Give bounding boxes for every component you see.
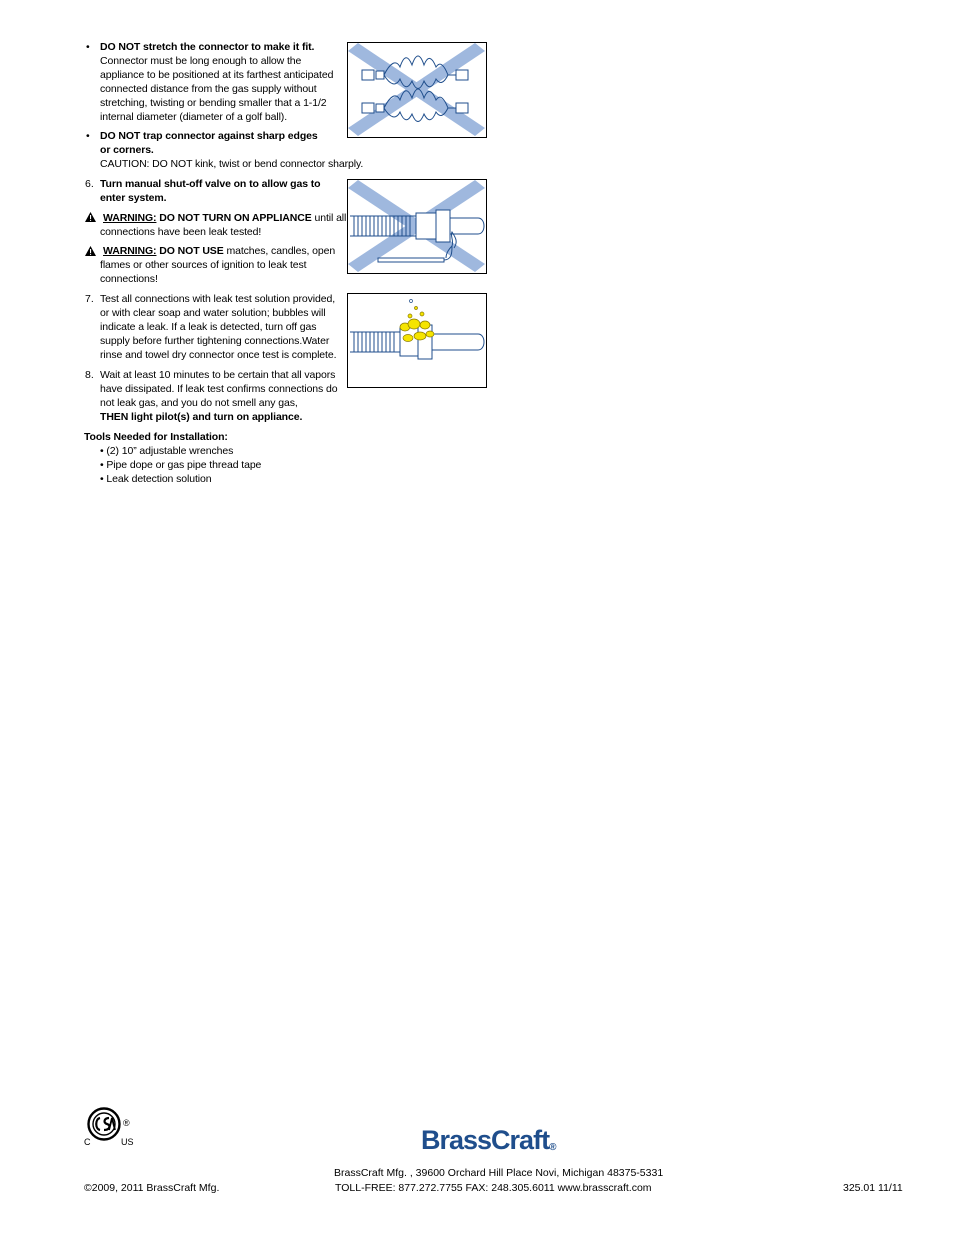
flame-test-drawing bbox=[348, 180, 485, 272]
step-6: Turn manual shut-off valve on to allow gas to enter system. bbox=[100, 178, 321, 204]
document-number: 325.01 11/11 bbox=[843, 1182, 903, 1194]
connector-stretch-drawing bbox=[348, 43, 485, 136]
stretched-connector-illustration bbox=[347, 42, 487, 138]
tools-heading: Tools Needed for Installation: bbox=[84, 431, 228, 443]
bubble-leak-test-illustration bbox=[347, 293, 487, 388]
bubble-test-drawing bbox=[348, 294, 485, 386]
step-number: 7. bbox=[85, 293, 94, 305]
tools-list bbox=[100, 444, 261, 486]
bullet-trap-warning: DO NOT trap connector against sharp edges or corners. CAUTION: DO NOT kink, twist or bend connector sharply. bbox=[100, 130, 364, 170]
csa-logo-icon bbox=[87, 1107, 127, 1141]
instruction-page: • DO NOT stretch the connector to make it fit. Connector must be long enough to allow the appliance to be positioned at its farthest anticipated connected distance from the gas supply without stretching, twisting or bending smaller that a 1-1/2 internal diameter (diameter of a golf ball). • DO NOT trap connector against sharp edges or corners. CAUTION: DO NOT kink, twist or bend connector sharply. 6. Turn manual shut-off valve on to allow gas to enter system. WARNING: DO NOT TURN ON APPLIANCE until all connections have been leak tested! WARNING: DO NOT USE matches, candles, open flames or other sources of ignition to leak test connections! 7. Test all connections with leak test solution provided, or with clear soap and water solution; bubbles will indicate a leak. If a leak is detected, turn off gas supply before further tightening connections.Water rinse and towel dry connector once test is complete. 8. Wait at least 10 minutes to be certain that all vapors have dissipated. If leak test confirms connections do not leak gas, and you do not smell any gas, THEN light pilot(s) and turn on appliance. Tools Needed for Installation: • (2) 10” adjustable wrenches • Pipe dope or gas pipe thread tape • Leak detection solution ® C US BrassCraft® BrassCraft Mfg. , 39600 Orchard Hill Place Novi, Michigan 48375-5331 TOLL-FREE: 877.272.7755 FAX: 248.305.6011 www.brasscraft.com ©2009, 2011 BrassCraft Mfg. 325.01 11/11 bbox=[84, 41, 903, 1194]
tools-needed bbox=[84, 430, 228, 444]
step-number: 8. bbox=[85, 369, 94, 381]
warning-leak-test: WARNING: DO NOT TURN ON APPLIANCE until all bbox=[103, 212, 347, 224]
contact-info: TOLL-FREE: 877.272.7755 FAX: 248.305.6011 www.brasscraft.com bbox=[335, 1182, 652, 1194]
step-number: 6. bbox=[85, 178, 94, 190]
bullet-marker: • bbox=[86, 41, 90, 53]
list-item: • (2) 10” adjustable wrenches bbox=[100, 445, 234, 457]
brasscraft-logo: BrassCraft® bbox=[421, 1125, 556, 1155]
company-address: BrassCraft Mfg. , 39600 Orchard Hill Place Novi, Michigan 48375-5331 bbox=[334, 1167, 664, 1179]
bullet-heading: DO NOT stretch the connector to make it fit. bbox=[100, 41, 315, 53]
bullet-marker: • bbox=[86, 130, 90, 142]
step-8: Wait at least 10 minutes to be certain that all vapors have dissipated. If leak test confirms connections do not leak gas, and you do not smell any gas, THEN light pilot(s) and turn on appliance. bbox=[100, 369, 338, 423]
list-item: • Leak detection solution bbox=[100, 473, 212, 485]
registered-mark: ® bbox=[549, 1142, 556, 1153]
csa-certification-mark: ® C US bbox=[84, 1107, 134, 1149]
step-7: Test all connections with leak test solution provided, or with clear soap and water solution; bubbles will indicate a leak. If a leak is detected, turn off gas supply before further tightening connections.Water rinse and towel dry connector once test is complete. bbox=[100, 293, 337, 361]
registered-mark: ® bbox=[123, 1118, 130, 1128]
caution-text: CAUTION: DO NOT kink, twist or bend connector sharply. bbox=[100, 158, 364, 170]
bullet-stretch-warning: DO NOT stretch the connector to make it fit. Connector must be long enough to allow the appliance to be positioned at its farthest anticipated connected distance from the gas supply without stretching, twisting or bending smaller that a 1-1/2 internal diameter (diameter of a golf ball). bbox=[100, 41, 334, 123]
warning-triangle-icon bbox=[85, 246, 96, 256]
warning-ignition: WARNING: DO NOT USE matches, candles, open bbox=[103, 245, 336, 257]
flame-leak-test-illustration bbox=[347, 179, 487, 274]
copyright: ©2009, 2011 BrassCraft Mfg. bbox=[84, 1182, 220, 1194]
warning-triangle-icon bbox=[85, 212, 96, 222]
list-item: • Pipe dope or gas pipe thread tape bbox=[100, 459, 262, 471]
